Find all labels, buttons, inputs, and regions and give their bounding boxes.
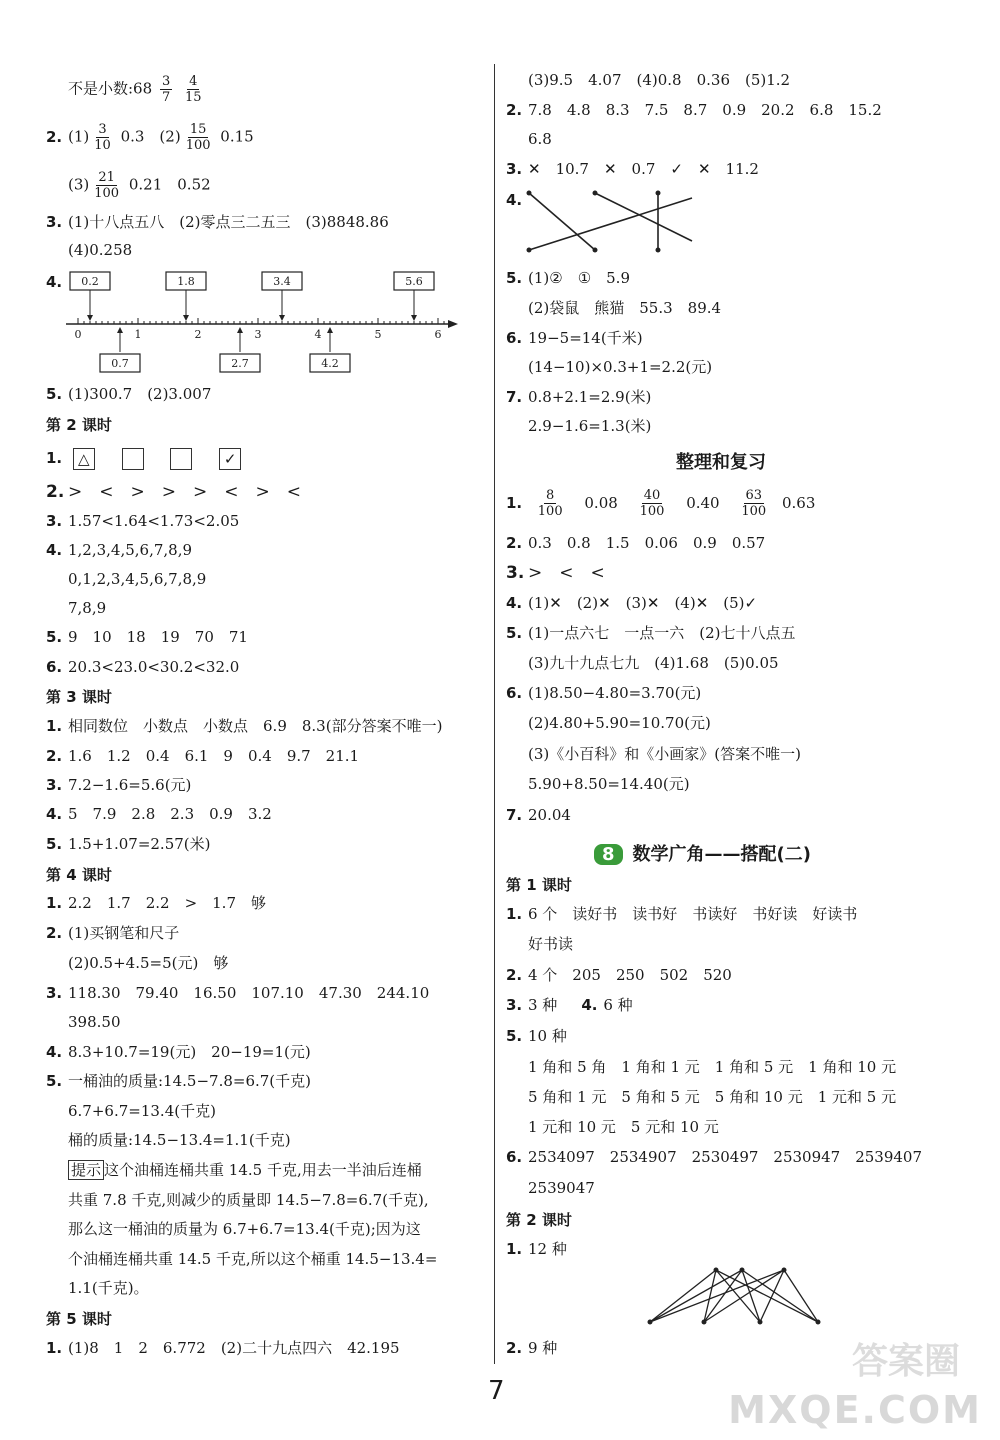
section-lesson-3: 第 3 课时 — [46, 688, 112, 706]
unit2-answer-1: 1. 12 种 — [506, 1240, 567, 1258]
top-pointer-head — [87, 315, 93, 321]
lesson2-answer-5: 5. 9 10 18 19 70 71 — [46, 628, 248, 646]
review-title: 整理和复习 — [676, 452, 766, 473]
unit-answer-3-4: 3. 3 种 4. 6 种 — [506, 996, 633, 1014]
lesson4-answer-1: 1. 2.2 1.7 2.2 > 1.7 够 — [46, 894, 266, 912]
lesson2-answer-1: 1. △ ✓ — [46, 448, 263, 470]
fraction: $\frac{4}{15}$ — [185, 74, 202, 105]
bottom-pointer-head — [117, 327, 123, 333]
right-answer-2: 2. 7.8 4.8 8.3 7.5 8.7 0.9 20.2 6.8 15.2 — [506, 101, 882, 119]
lesson5-answer-1: 1. (1)8 1 2 6.772 (2)二十九点四六 42.195 — [46, 1339, 400, 1357]
right-answer-2b: 6.8 — [528, 130, 552, 148]
pair-dot — [816, 1320, 821, 1325]
answer-3-cont: (4)0.258 — [68, 241, 133, 259]
answer-3: 3. (1)十八点五八 (2)零点三二五三 (3)8848.86 — [46, 213, 389, 231]
tick-label: 2 — [194, 328, 202, 341]
unit-answer-5c: 5 角和 1 元 5 角和 5 元 5 角和 10 元 1 元和 5 元 — [528, 1088, 897, 1106]
lesson4-answer-2b: (2)0.5+4.5=5(元) 够 — [68, 954, 229, 972]
unit-answer-2: 2. 4 个 205 250 502 520 — [506, 966, 732, 984]
watermark-logo: 答案圈 — [851, 1340, 960, 1382]
unit-answer-5: 5. 10 种 — [506, 1027, 567, 1045]
lesson4-answer-3b: 398.50 — [68, 1013, 121, 1031]
bottom-pointer-head — [327, 327, 333, 333]
right-answer-6b: (14−10)×0.3+1=2.2(元) — [528, 358, 713, 376]
tick-label: 4 — [314, 328, 322, 341]
top-value-label: 1.8 — [177, 275, 195, 288]
right-line-1: (3)9.5 4.07 (4)0.8 0.36 (5)1.2 — [528, 71, 791, 89]
not-decimal-line: 不是小数:68 $\frac{3}{7}$ $\frac{4}{15}$ — [68, 74, 202, 105]
unit-badge: 8 — [594, 844, 623, 865]
tip-line-5: 1.1(千克)。 — [68, 1279, 149, 1297]
top-value-label: 0.2 — [81, 275, 99, 288]
tip-line-2: 共重 7.8 千克,则减少的质量即 14.5−7.8=6.7(千克), — [68, 1191, 429, 1209]
review-answer-4: 4. (1)✕ (2)✕ (3)✕ (4)✕ (5)✓ — [506, 594, 758, 612]
pair-line — [650, 1270, 742, 1322]
column-divider — [494, 64, 495, 1364]
pair-dot — [714, 1268, 719, 1273]
box-check: ✓ — [219, 448, 241, 470]
lesson3-answer-4: 4. 5 7.9 2.8 2.3 0.9 3.2 — [46, 805, 272, 823]
answer-4-num: 4. — [46, 273, 63, 291]
tip-line-3: 那么这一桶油的质量为 6.7+6.7=13.4(千克);因为这 — [68, 1220, 421, 1238]
tip-line-4: 个油桶连桶共重 14.5 千克,所以这个桶重 14.5−13.4= — [68, 1250, 438, 1268]
top-pointer-head — [183, 315, 189, 321]
section-lesson-4: 第 4 课时 — [46, 866, 112, 884]
lesson3-answer-1: 1. 相同数位 小数点 小数点 6.9 8.3(部分答案不唯一) — [46, 717, 443, 735]
lesson2-answer-4c: 7,8,9 — [68, 599, 107, 617]
answer-2-line1: 2. (1) $\frac{3}{10}$ 0.3 (2) $\frac{15}{100}$ 0.15 — [46, 122, 254, 153]
review-answer-5b: (3)九十九点七九 (4)1.68 (5)0.05 — [528, 654, 779, 672]
tick-label: 3 — [254, 328, 262, 341]
unit-lesson-1: 第 1 课时 — [506, 876, 572, 894]
box-empty — [170, 448, 192, 470]
lesson4-answer-4: 4. 8.3+10.7=19(元) 20−19=1(元) — [46, 1043, 311, 1061]
review-answer-2: 2. 0.3 0.8 1.5 0.06 0.9 0.57 — [506, 534, 766, 552]
bottom-value-label: 4.2 — [321, 357, 339, 370]
tip-line-1: 提示 这个油桶连桶共重 14.5 千克,用去一半油后连桶 — [68, 1160, 422, 1180]
lesson4-answer-5: 5. 一桶油的质量:14.5−7.8=6.7(千克) — [46, 1072, 312, 1090]
lesson4-answer-2: 2. (1)买钢笔和尺子 — [46, 924, 180, 942]
right-answer-4-num: 4. — [506, 191, 523, 209]
unit-answer-6: 6. 2534097 2534907 2530497 2530947 2539407 — [506, 1148, 923, 1166]
pair-line — [716, 1270, 818, 1322]
tick-label: 1 — [134, 328, 142, 341]
unit-answer-5d: 1 元和 10 元 5 元和 10 元 — [528, 1118, 719, 1136]
pair-dot — [702, 1320, 707, 1325]
box-empty — [122, 448, 144, 470]
bottom-value-label: 2.7 — [231, 357, 249, 370]
tick-label: 6 — [434, 328, 442, 341]
lesson2-answer-4: 4. 1,2,3,4,5,6,7,8,9 — [46, 541, 193, 559]
review-answer-6: 6. (1)8.50−4.80=3.70(元) — [506, 684, 702, 702]
tick-label: 0 — [74, 328, 82, 341]
watermark: MXQE.COM — [728, 1388, 982, 1432]
top-pointer-head — [411, 315, 417, 321]
top-value-label: 5.6 — [405, 275, 423, 288]
lesson2-answer-6: 6. 20.3<23.0<30.2<32.0 — [46, 658, 240, 676]
tip-label: 提示 — [68, 1160, 104, 1180]
top-value-label: 3.4 — [273, 275, 291, 288]
unit-answer-1b: 好书读 — [528, 935, 574, 953]
answer-5: 5. (1)300.7 (2)3.007 — [46, 385, 212, 403]
pair-dot — [758, 1320, 763, 1325]
unit-title: 8 数学广角——搭配(二) — [594, 840, 811, 866]
review-answer-7: 7. 20.04 — [506, 806, 571, 824]
tick-label: 5 — [374, 328, 382, 341]
unit2-answer-2: 2. 9 种 — [506, 1339, 558, 1357]
review-answer-1: 1. $\frac{8}{100}$ 0.08 $\frac{40}{100}$ 0.40 $\frac{63}{100}$ 0.63 — [506, 488, 816, 519]
lesson2-answer-4b: 0,1,2,3,4,5,6,7,8,9 — [68, 570, 207, 588]
unit-answer-6b: 2539047 — [528, 1179, 595, 1197]
right-answer-3: 3. ✕ 10.7 ✕ 0.7 ✓ ✕ 11.2 — [506, 160, 759, 178]
matching-diagram — [520, 184, 710, 258]
lesson4-answer-5c: 桶的质量:14.5−13.4=1.1(千克) — [68, 1131, 291, 1149]
right-answer-6: 6. 19−5=14(千米) — [506, 329, 643, 347]
review-answer-6c: (3)《小百科》和《小画家》(答案不唯一) — [528, 745, 801, 763]
unit-answer-1: 1. 6 个 读好书 读书好 书读好 书好读 好读书 — [506, 905, 858, 923]
unit-lesson-2: 第 2 课时 — [506, 1211, 572, 1229]
bottom-pointer-head — [237, 327, 243, 333]
review-answer-5: 5. (1)一点六七 一点一六 (2)七十八点五 — [506, 624, 796, 642]
top-pointer-head — [279, 315, 285, 321]
bottom-value-label: 0.7 — [111, 357, 129, 370]
section-lesson-5: 第 5 课时 — [46, 1310, 112, 1328]
pairing-diagram — [642, 1264, 828, 1330]
fraction: $\frac{3}{7}$ — [161, 74, 171, 105]
page-number: 7 — [488, 1376, 505, 1406]
lesson3-answer-5: 5. 1.5+1.07=2.57(米) — [46, 835, 211, 853]
review-answer-3: 3. > < < — [506, 563, 605, 583]
pair-dot — [782, 1268, 787, 1273]
review-answer-6d: 5.90+8.50=14.40(元) — [528, 775, 690, 793]
pair-line — [784, 1270, 818, 1322]
box-triangle: △ — [73, 448, 95, 470]
right-answer-5: 5. (1)② ① 5.9 — [506, 269, 630, 287]
unit-answer-5b: 1 角和 5 角 1 角和 1 元 1 角和 5 元 1 角和 10 元 — [528, 1058, 897, 1076]
lesson4-answer-5b: 6.7+6.7=13.4(千克) — [68, 1102, 216, 1120]
lesson4-answer-3: 3. 118.30 79.40 16.50 107.10 47.30 244.10 — [46, 984, 430, 1002]
lesson3-answer-2: 2. 1.6 1.2 0.4 6.1 9 0.4 9.7 21.1 — [46, 747, 360, 765]
lesson2-answer-2: 2. > < > > > < > < — [46, 482, 301, 502]
right-answer-5b: (2)袋鼠 熊猫 55.3 89.4 — [528, 299, 722, 317]
right-answer-7b: 2.9−1.6=1.3(米) — [528, 417, 652, 435]
answer-2-line2: (3) $\frac{21}{100}$ 0.21 0.52 — [68, 170, 211, 201]
number-line — [60, 268, 470, 378]
pair-dot — [740, 1268, 745, 1273]
lesson2-answer-3: 3. 1.57<1.64<1.73<2.05 — [46, 512, 240, 530]
section-lesson-2: 第 2 课时 — [46, 416, 112, 434]
lesson3-answer-3: 3. 7.2−1.6=5.6(元) — [46, 776, 192, 794]
pair-dot — [648, 1320, 653, 1325]
right-answer-7: 7. 0.8+2.1=2.9(米) — [506, 388, 652, 406]
review-answer-6b: (2)4.80+5.90=10.70(元) — [528, 714, 711, 732]
